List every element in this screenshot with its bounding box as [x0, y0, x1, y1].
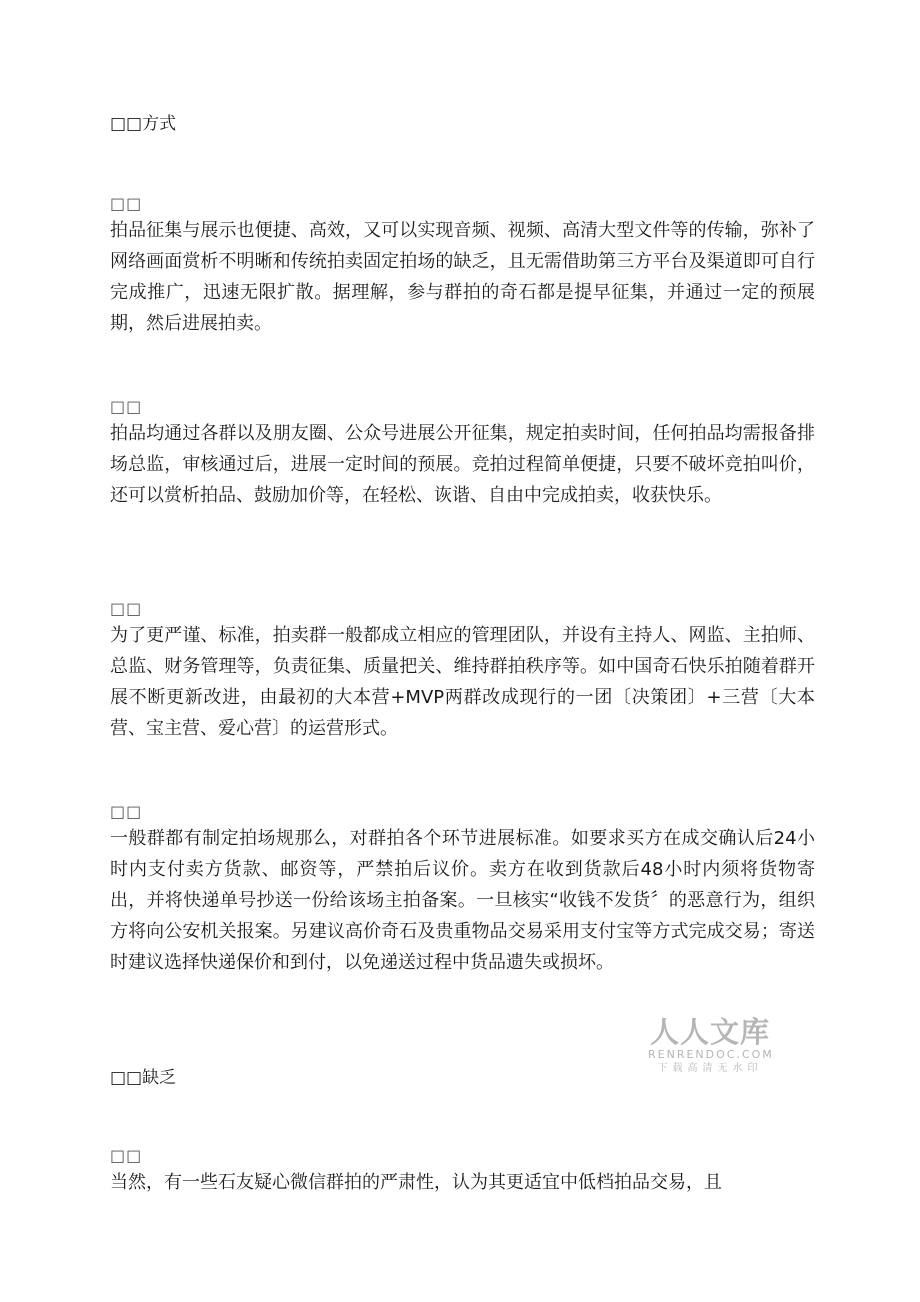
paragraph-block-5 — [110, 1147, 815, 1198]
paragraph-marker: □□ — [110, 1146, 143, 1165]
paragraph-block-1 — [110, 195, 815, 339]
paragraph-text: 当然，有一些石友疑心微信群拍的严肃性，认为其更适宜中低档拍品交易，且 — [110, 1172, 722, 1193]
paragraph-block-2 — [110, 398, 815, 511]
watermark-title: 人人文库 — [649, 1015, 770, 1049]
paragraph-block-3 — [110, 600, 815, 744]
paragraph-marker: □□ — [110, 599, 143, 618]
paragraph-marker: □□ — [110, 802, 143, 821]
paragraph-block-4 — [110, 803, 815, 978]
paragraph-text: 为了更严谨、标准，拍卖群一般都成立相应的管理团队，并设有主持人、网监、主拍师、总监、财务管理等，负责征集、质量把关、维持群拍秩序等。如中国奇石快乐拍随着群开展不断更新改进，由最初的大本营+MVP两群改成现行的一团〔决策团〕+三营〔大本营、宝主营、爱心营〕的运营形式。 — [110, 625, 815, 739]
paragraph-text: 拍品均通过各群以及朋友圈、公众号进展公开征集，规定拍卖时间，任何拍品均需报备排场总监，审核通过后，进展一定时间的预展。竞拍过程简单便捷，只要不破坏竞拍叫价，还可以赏析拍品、鼓励加价等，在轻松、诙谐、自由中完成拍卖，收获快乐。 — [110, 423, 815, 506]
watermark-tagline: 下载高清无水印 — [657, 1063, 763, 1074]
section-heading-shortcoming: □□缺乏 — [110, 1068, 177, 1088]
paragraph-text: 拍品征集与展示也便捷、高效，又可以实现音频、视频、高清大型文件等的传输，弥补了网络画面赏析不明晰和传统拍卖固定拍场的缺乏，且无需借助第三方平台及渠道即可自行完成推广，迅速无限扩散。据理解，参与群拍的奇石都是提早征集，并通过一定的预展期，然后进展拍卖。 — [110, 220, 815, 334]
watermark-domain: RENRENDOC.COM — [648, 1048, 774, 1061]
paragraph-marker: □□ — [110, 397, 143, 416]
section-heading-method: □□方式 — [110, 114, 177, 134]
paragraph-marker: □□ — [110, 194, 143, 213]
watermark-logo — [648, 1016, 772, 1076]
paragraph-text: 一般群都有制定拍场规那么，对群拍各个环节进展标准。如要求买方在成交确认后24小时内支付卖方货款、邮资等，严禁拍后议价。卖方在收到货款后48小时内须将货物寄出，并将快递单号抄送一份给该场主拍备案。一旦核实“收钱不发货〞的恶意行为，组织方将向公安机关报案。另建议高价奇石及贵重物品交易采用支付宝等方式完成交易；寄送时建议选择快递保价和到付，以免递送过程中货品遗失或损坏。 — [110, 828, 815, 973]
